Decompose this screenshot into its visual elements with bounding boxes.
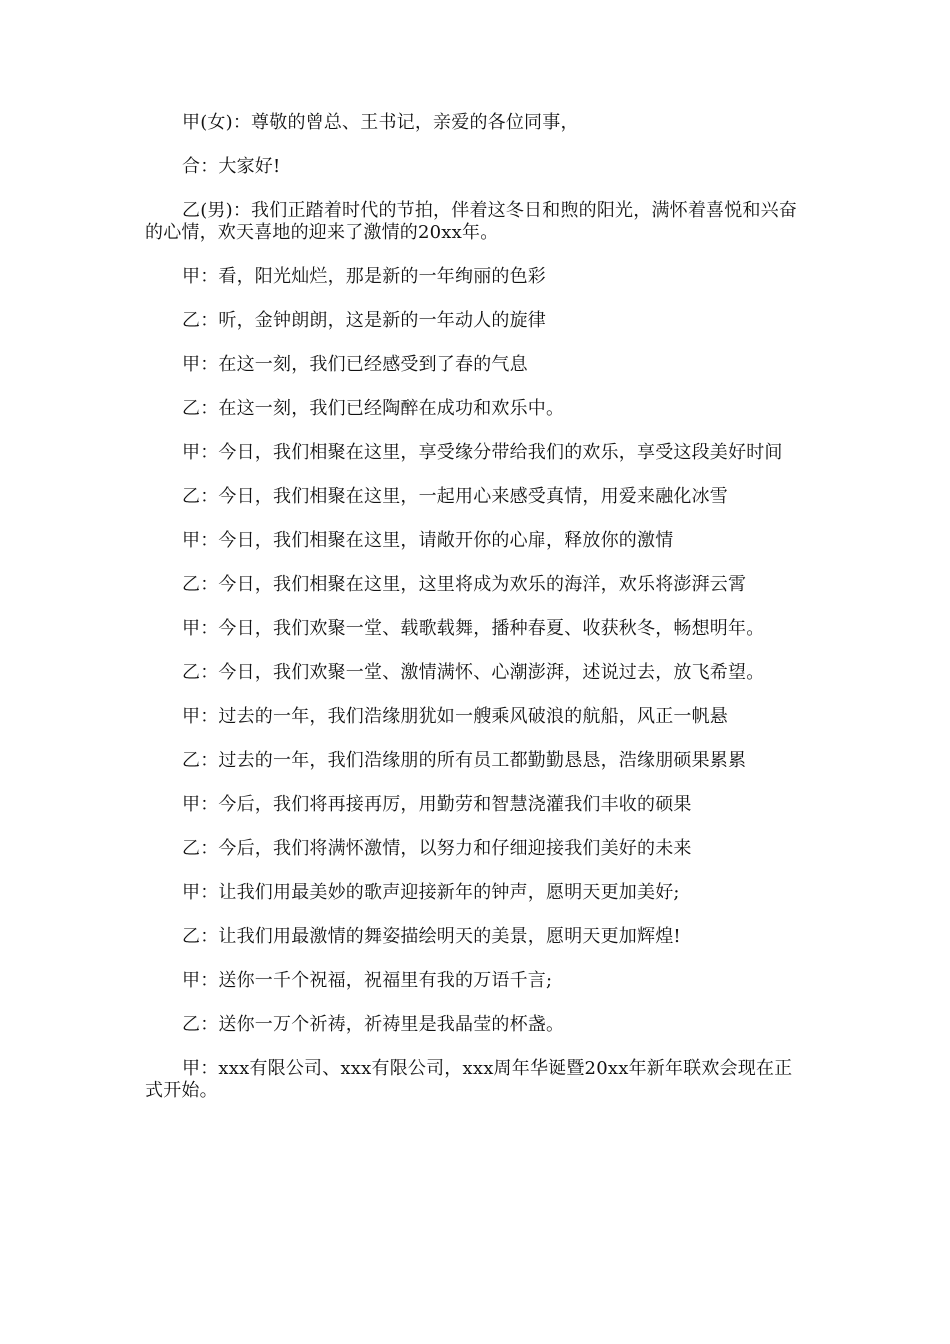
paragraph: 乙：今后，我们将满怀激情，以努力和仔细迎接我们美好的未来 [182,838,692,859]
paragraph: 乙：在这一刻，我们已经陶醉在成功和欢乐中。 [182,398,565,419]
paragraph: 甲：今日，我们相聚在这里，享受缘分带给我们的欢乐，享受这段美好时间 [182,442,783,463]
paragraph: 乙：听，金钟朗朗，这是新的一年动人的旋律 [182,310,546,331]
paragraph: 乙：过去的一年，我们浩缘朋的所有员工都勤勤恳恳，浩缘朋硕果累累 [182,750,747,771]
paragraph: 乙：今日，我们欢聚一堂、激情满怀、心潮澎湃，述说过去，放飞希望。 [182,662,765,683]
paragraph: 甲：过去的一年，我们浩缘朋犹如一艘乘风破浪的航船，风正一帆悬 [182,706,728,727]
paragraph-chorus: 合：大家好! [182,156,281,177]
document-body [145,112,810,1124]
paragraph-opening: 乙(男)：我们正踏着时代的节拍，伴着这冬日和煦的阳光，满怀着喜悦和兴奋的心情，欢天喜地的迎来了激情的20xx年。 [145,200,798,243]
paragraph: 乙：今日，我们相聚在这里，一起用心来感受真情，用爱来融化冰雪 [182,486,728,507]
paragraph: 甲：让我们用最美妙的歌声迎接新年的钟声，愿明天更加美好; [182,882,680,903]
paragraph: 乙：今日，我们相聚在这里，这里将成为欢乐的海洋，欢乐将澎湃云霄 [182,574,747,595]
paragraph: 甲：今后，我们将再接再厉，用勤劳和智慧浇灌我们丰收的硕果 [182,794,692,815]
paragraph: 甲：送你一千个祝福，祝福里有我的万语千言; [182,970,553,991]
paragraph-closing: 甲：xxx有限公司、xxx有限公司，xxx周年华诞暨20xx年新年联欢会现在正式开始。 [145,1058,793,1101]
paragraph: 甲：在这一刻，我们已经感受到了春的气息 [182,354,528,375]
paragraph: 乙：让我们用最激情的舞姿描绘明天的美景，愿明天更加辉煌! [182,926,681,947]
paragraph: 甲：今日，我们相聚在这里，请敞开你的心扉，释放你的激情 [182,530,674,551]
paragraph: 甲：今日，我们欢聚一堂、载歌载舞，播种春夏、收获秋冬，畅想明年。 [182,618,765,639]
paragraph-greeting: 甲(女)：尊敬的曾总、王书记，亲爱的各位同事， [182,112,579,133]
paragraph: 乙：送你一万个祈祷，祈祷里是我晶莹的杯盏。 [182,1014,565,1035]
paragraph: 甲：看，阳光灿烂，那是新的一年绚丽的色彩 [182,266,546,287]
